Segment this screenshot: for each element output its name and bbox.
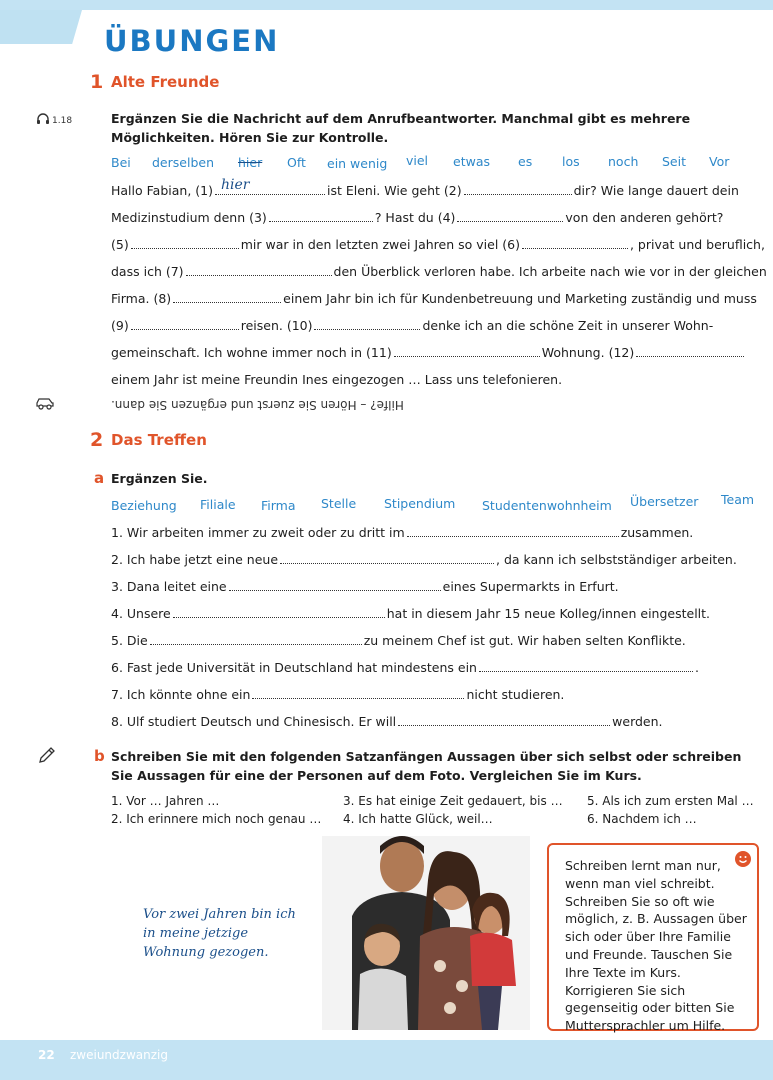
word-bank-item: Team [721,492,755,507]
gap-6[interactable] [522,237,628,249]
part-a-instruction: Ergänzen Sie. [111,471,208,486]
exercise-sentence [111,579,619,594]
word-bank-item: ein wenig [327,156,388,171]
message-line [111,372,562,387]
message-text: von den anderen gehört? [565,210,724,225]
word-bank-item: Vor [709,154,730,169]
gap-10[interactable] [314,318,420,330]
gap-a3[interactable] [229,579,441,591]
sentence-start: 5. Die [111,633,148,648]
page-title: ÜBUNGEN [104,24,280,58]
gap-a4[interactable] [173,606,385,618]
message-line [111,177,739,198]
gap-a7[interactable] [252,687,464,699]
section-2-title: Das Treffen [111,431,207,449]
section-2-number: 2 [90,429,104,451]
upside-down-hint: Hilfe? – Hören Sie zuerst und ergänzen Sie dann. [111,398,404,412]
word-bank-item: Stipendium [384,496,456,511]
message-text: einem Jahr ist meine Freundin Ines eingezogen … Lass uns telefonieren. [111,372,563,387]
sentence-starter: 2. Ich erinnere mich noch genau … [111,812,322,826]
sentence-start: 2. Ich habe jetzt eine neue [111,552,279,567]
section-1-number: 1 [90,71,104,93]
sentence-start: 4. Unsere [111,606,171,621]
message-text: (5) [111,237,129,252]
exercise-sentence [111,606,710,621]
gap-a6[interactable] [479,660,693,672]
sentence-start: 6. Fast jede Universität in Deutschland hat mindestens ein [111,660,477,675]
sentence-start: 8. Ulf studiert Deutsch und Chinesisch. Er will [111,714,397,729]
handwritten-example: Vor zwei Jahren bin ich in meine jetzige Wohnung gezogen. [143,907,296,960]
sentence-start: 7. Ich könnte ohne ein [111,687,251,702]
gap-a1[interactable] [407,525,619,537]
exercise-sentence [111,525,693,540]
word-bank-item: derselben [152,155,214,170]
word-bank-item: Bei [111,155,131,170]
sentence-start: 3. Dana leitet eine [111,579,227,594]
part-b-letter: b [94,747,105,765]
message-text: den Überblick verloren habe. Ich arbeite nach wie vor in der gleichen [333,264,767,279]
sentence-end: zusammen. [620,525,694,540]
word-bank-item: es [518,154,533,169]
header-tab [0,10,82,44]
message-line [111,318,713,333]
message-text: gemeinschaft. Ich wohne immer noch in (11) [111,345,392,360]
sentence-end: zu meinem Chef ist gut. Wir haben selten Konflikte. [363,633,686,648]
word-bank-item: noch [608,154,639,169]
message-text: Wohnung. (12) [541,345,635,360]
gap-12[interactable] [636,345,744,357]
word-bank-item: Übersetzer [630,494,699,509]
sentence-start: 1. Wir arbeiten immer zu zweit oder zu dritt im [111,525,405,540]
message-text: Hallo Fabian, (1) [111,183,213,198]
gap-a8[interactable] [398,714,610,726]
exercise-sentence [111,552,737,567]
sentence-end: werden. [612,714,663,729]
message-text: ist Eleni. Wie geht (2) [326,183,462,198]
word-bank-item: Seit [662,154,686,169]
handwritten-answer: hier [220,177,250,193]
sentence-starter: 3. Es hat einige Zeit gedauert, bis … [343,794,563,808]
gap-a2[interactable] [280,552,494,564]
word-bank-item-crossed: hier [238,155,263,170]
message-line [111,237,765,252]
message-text: Firma. (8) [111,291,172,306]
word-bank-item: Firma [261,498,296,513]
message-text: mir war in den letzten zwei Jahren so viel (6) [240,237,520,252]
tip-text: Schreiben lernt man nur, wenn man viel schreibt. Schreiben Sie so oft wie möglich, z. B. Aussagen über sich oder über Ihre Familie und Freunde. Tauschen Sie Ihre Texte im Kurs. Korrigieren Sie sich gegenseitig oder bitten Sie Muttersprachler um Hilfe. [565,858,747,1034]
part-a-letter: a [94,469,105,487]
word-bank-item: Studentenwohnheim [482,498,612,513]
gap-9[interactable] [131,318,239,330]
audio-track-number: 1.18 [52,116,73,126]
word-bank-item: etwas [453,154,490,169]
message-text: ? Hast du (4) [374,210,456,225]
gap-5[interactable] [131,237,239,249]
message-text: , privat und beruflich, [629,237,765,252]
gap-2[interactable] [464,183,572,195]
tip-box [547,843,759,1034]
top-band [0,0,773,10]
gap-1[interactable] [215,177,325,195]
gap-a5[interactable] [150,633,362,645]
message-line [111,210,723,225]
section-1-instruction: Ergänzen Sie die Nachricht auf dem Anrufbeantworter. Manchmal gibt es mehrere Möglichkeiten. Hören Sie zur Kontrolle. [111,111,691,145]
word-bank-item: Beziehung [111,498,177,513]
message-line [111,264,767,279]
word-bank-item: los [562,154,580,169]
sentence-end: , da kann ich selbstständiger arbeiten. [496,552,737,567]
exercise-sentence [111,633,686,648]
gap-4[interactable] [457,210,563,222]
word-bank-item: Stelle [321,496,357,511]
sentence-starter: 6. Nachdem ich … [587,812,697,826]
gap-7[interactable] [186,264,332,276]
headphones-icon [36,112,50,128]
gap-3[interactable] [269,210,373,222]
exercise-sentence [111,687,564,702]
word-bank-item: viel [406,153,429,168]
gap-8[interactable] [173,291,281,303]
message-line [111,345,746,360]
page-number-words: zweiundzwanzig [70,1048,168,1062]
exercise-sentence [111,714,663,729]
exercise-sentence [111,660,699,675]
message-text: denke ich an die schöne Zeit in unserer Wohn- [422,318,714,333]
pencil-icon [37,745,57,768]
sentence-end: . [694,660,699,675]
section-1-title: Alte Freunde [111,73,220,91]
word-bank-item: Filiale [200,497,236,512]
sentence-starter: 4. Ich hatte Glück, weil… [343,812,493,826]
sentence-starter: 1. Vor … Jahren … [111,794,220,808]
message-text: dass ich (7) [111,264,184,279]
part-b-instruction: Schreiben Sie mit den folgenden Satzanfängen Aussagen über sich selbst oder schreiben Sie Aussagen für eine der Personen auf dem Foto. Vergleichen Sie im Kurs. [111,749,742,783]
sentence-end: eines Supermarkts in Erfurt. [442,579,619,594]
message-text: (9) [111,318,129,333]
message-text: Medizinstudium denn (3) [111,210,267,225]
sentence-end: hat in diesem Jahr 15 neue Kolleg/innen eingestellt. [386,606,711,621]
page-number: 22 [38,1048,55,1062]
sentence-end: nicht studieren. [466,687,565,702]
message-line [111,291,757,306]
message-text: reisen. (10) [240,318,313,333]
message-text: dir? Wie lange dauert dein [573,183,739,198]
car-icon [35,397,55,413]
message-text: einem Jahr bin ich für Kundenbetreuung und Marketing zuständig und muss [283,291,757,306]
word-bank-item: Oft [287,155,306,170]
family-photo [322,836,530,1030]
sentence-starter: 5. Als ich zum ersten Mal … [587,794,754,808]
gap-11[interactable] [394,345,540,357]
